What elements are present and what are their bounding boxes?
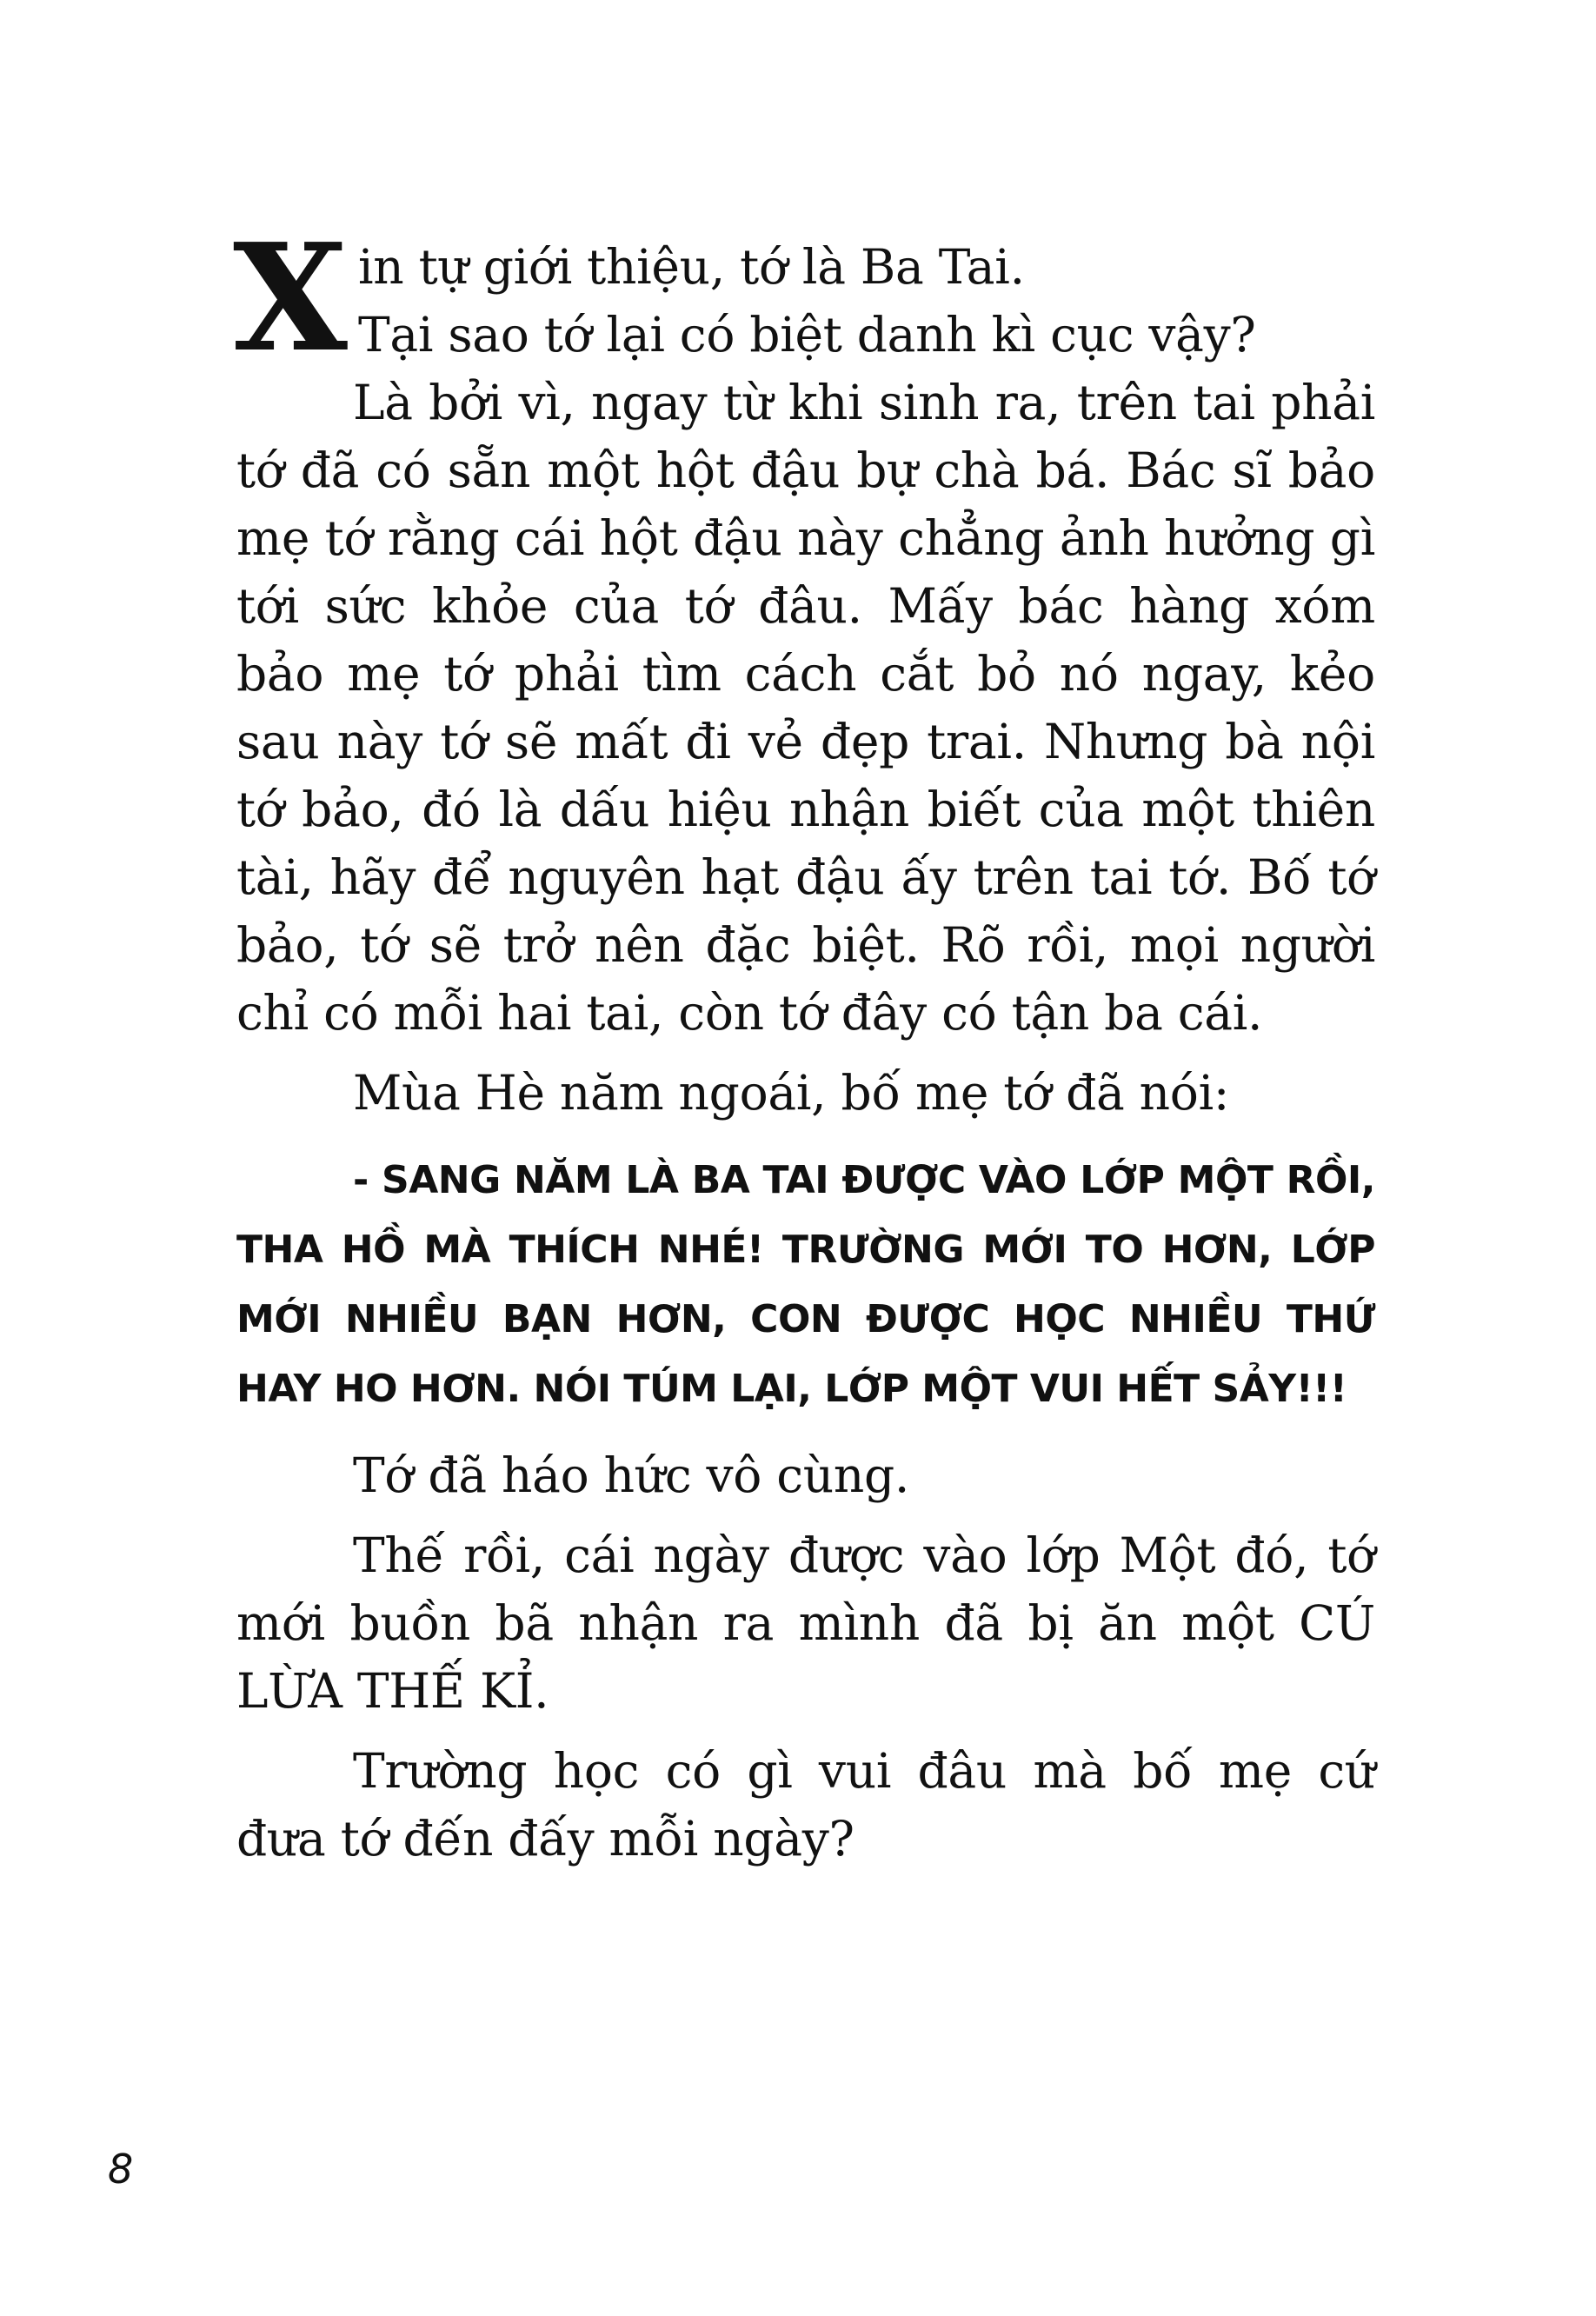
opening-text [236, 228, 1375, 369]
paragraph-excited: Tớ đã háo hức vô cùng. [353, 1448, 910, 1503]
paragraph-school-question: Trường học có gì vui đâu mà bố mẹ cứ đưa tớ đến đấy mỗi ngày? [236, 1743, 1375, 1867]
paragraph-birth-story: Là bởi vì, ngay từ khi sinh ra, trên tai phải tớ đã có sẵn một hột đậu bự chà bá. Bác sĩ bảo mẹ tớ rằng cái hột đậu này chẳng ảnh hưởng gì tới sức khỏe của tớ đâu. Mấy bác hàng xóm bảo mẹ tớ phải tìm cách cắt bỏ nó ngay, kẻo sau này tớ sẽ mất đi vẻ đẹp trai. Nhưng bà nội tớ bảo, đó là dấu hiệu nhận biết của một thiên tài, hãy để nguyên hạt đậu ấy trên tai tớ. Bố tớ bảo, tớ sẽ trở nên đặc biệt. Rõ rồi, mọi người chỉ có mỗi hai tai, còn tớ đây có tận ba cái. [236, 375, 1375, 1041]
opening-paragraph [233, 211, 1375, 385]
parents-dialogue-shout: - SANG NĂM LÀ BA TAI ĐƯỢC VÀO LỚP MỘT RỒI, THA HỒ MÀ THÍCH NHÉ! TRƯỜNG MỚI TO HƠN, LỚP MỚI NHIỀU BẠN HƠN, CON ĐƯỢC HỌC NHIỀU THỨ HAY HO HƠN. NÓI TÚM LẠI, LỚP MỘT VUI HẾT SẢY!!! [236, 1158, 1375, 1411]
paragraph-parents-said: Mùa Hè năm ngoái, bố mẹ tớ đã nói: [353, 1065, 1230, 1121]
drop-cap-letter: X [233, 211, 348, 385]
opening-line-2: Tại sao tớ lại có biệt danh kì cục vậy? [358, 307, 1256, 363]
page-content [233, 211, 1375, 1873]
paragraph-first-day: Thế rồi, cái ngày được vào lớp Một đó, tớ mới buồn bã nhận ra mình đã bị ăn một CÚ LỪA THẾ KỈ. [236, 1527, 1375, 1719]
opening-line-1: in tự giới thiệu, tớ là Ba Tai. [358, 239, 1025, 295]
page-number: 8 [108, 2146, 134, 2193]
drop-cap-block [233, 211, 358, 385]
